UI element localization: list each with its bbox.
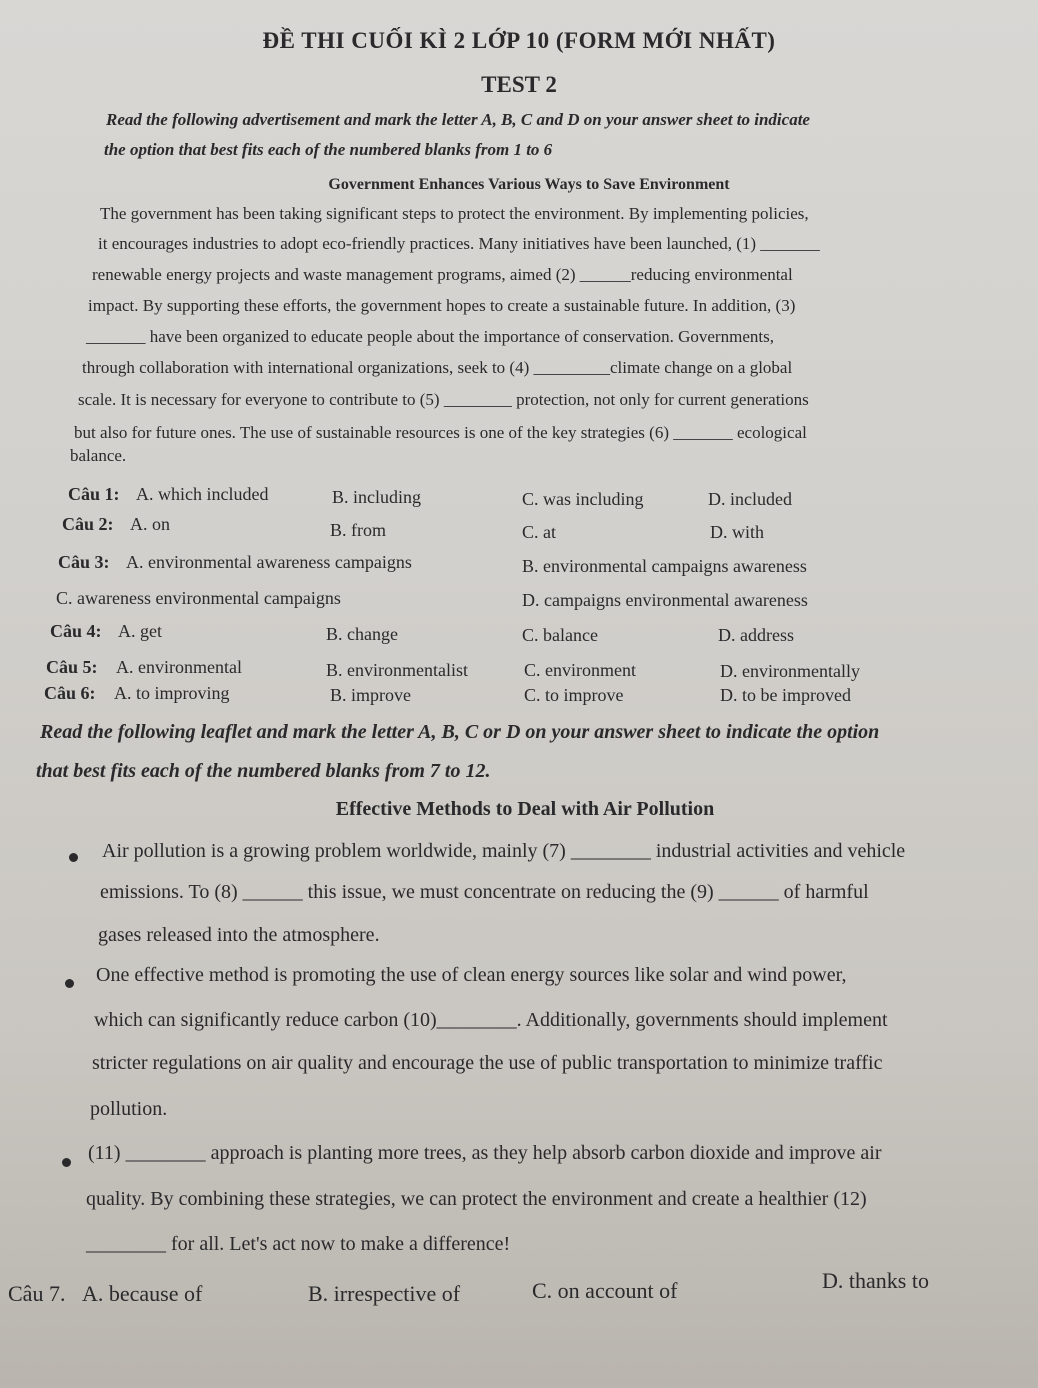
passage-line: impact. By supporting these efforts, the government hopes to create a sustainable future. In addition, (3) (88, 296, 796, 315)
q5-option-a[interactable]: A. environmental (116, 657, 242, 677)
section2-instruction-line: that best fits each of the numbered blanks from 7 to 12. (36, 760, 491, 782)
q3-option-d[interactable]: D. campaigns environmental awareness (522, 590, 808, 610)
q5-option-d[interactable]: D. environmentally (720, 661, 860, 681)
passage-line: scale. It is necessary for everyone to contribute to (5) ________ protection, not only for current generations (78, 390, 809, 409)
passage-line: it encourages industries to adopt eco-friendly practices. Many initiatives have been launched, (1) _______ (98, 234, 820, 253)
bullet-icon (65, 979, 74, 988)
bullet-icon (62, 1158, 71, 1167)
leaflet-line: Air pollution is a growing problem worldwide, mainly (7) ________ industrial activities and vehicle (102, 840, 906, 862)
q5-option-c[interactable]: C. environment (524, 660, 636, 680)
leaflet-line: pollution. (90, 1098, 168, 1120)
section2-heading: Effective Methods to Deal with Air Pollution (335, 798, 715, 820)
q1-option-a[interactable]: A. which included (136, 484, 269, 504)
question-2-label: Câu 2: (62, 514, 114, 534)
q6-option-c[interactable]: C. to improve (524, 685, 624, 705)
leaflet-line: emissions. To (8) ______ this issue, we must concentrate on reducing the (9) ______ of harmful (100, 881, 869, 903)
q7-option-c[interactable]: C. on account of (532, 1278, 678, 1303)
q3-option-c[interactable]: C. awareness environmental campaigns (56, 588, 341, 608)
leaflet-line: (11) ________ approach is planting more trees, as they help absorb carbon dioxide and improve air (88, 1142, 882, 1164)
passage-line: through collaboration with international organizations, seek to (4) _________climate change on a global (82, 358, 793, 377)
q6-option-b[interactable]: B. improve (330, 685, 411, 705)
q1-option-d[interactable]: D. included (708, 489, 792, 509)
q3-option-b[interactable]: B. environmental campaigns awareness (522, 556, 807, 576)
q3-option-a[interactable]: A. environmental awareness campaigns (126, 552, 412, 572)
q7-option-d[interactable]: D. thanks to (822, 1268, 929, 1293)
q4-option-b[interactable]: B. change (326, 624, 398, 644)
q7-option-b[interactable]: B. irrespective of (308, 1281, 461, 1306)
q2-option-a[interactable]: A. on (130, 514, 170, 534)
section1-heading: Government Enhances Various Ways to Save Environment (328, 176, 730, 193)
question-4-label: Câu 4: (50, 621, 102, 641)
test-number: TEST 2 (481, 72, 557, 97)
passage-line: balance. (70, 446, 127, 465)
q1-option-c[interactable]: C. was including (522, 489, 644, 509)
q6-option-d[interactable]: D. to be improved (720, 685, 851, 705)
q2-option-b[interactable]: B. from (330, 520, 386, 540)
leaflet-line: ________ for all. Let's act now to make a difference! (86, 1233, 511, 1255)
q1-option-b[interactable]: B. including (332, 487, 421, 507)
q4-option-d[interactable]: D. address (718, 625, 794, 645)
passage-line: renewable energy projects and waste management programs, aimed (2) ______reducing environmental (92, 265, 793, 284)
section2-instruction-line: Read the following leaflet and mark the letter A, B, C or D on your answer sheet to indicate the option (40, 721, 880, 743)
question-6-label: Câu 6: (44, 683, 96, 703)
passage-line: but also for future ones. The use of sustainable resources is one of the key strategies (6) _______ ecological (74, 423, 807, 442)
question-5-label: Câu 5: (46, 657, 98, 677)
section1-instruction-line: the option that best fits each of the numbered blanks from 1 to 6 (104, 140, 553, 159)
question-1-label: Câu 1: (68, 484, 120, 504)
leaflet-line: One effective method is promoting the use of clean energy sources like solar and wind power, (96, 964, 847, 986)
leaflet-line: stricter regulations on air quality and encourage the use of public transportation to minimize traffic (92, 1052, 883, 1074)
section1-instruction-line: Read the following advertisement and mark the letter A, B, C and D on your answer sheet to indicate (106, 110, 810, 129)
q7-option-a[interactable]: A. because of (82, 1281, 203, 1306)
question-7-label: Câu 7. (8, 1281, 66, 1306)
q5-option-b[interactable]: B. environmentalist (326, 660, 468, 680)
question-3-label: Câu 3: (58, 552, 110, 572)
q4-option-c[interactable]: C. balance (522, 625, 598, 645)
leaflet-line: quality. By combining these strategies, we can protect the environment and create a healthier (12) (86, 1188, 867, 1210)
leaflet-line: gases released into the atmosphere. (98, 924, 380, 946)
bullet-icon (69, 853, 78, 862)
passage-line: _______ have been organized to educate people about the importance of conservation. Governments, (86, 327, 774, 346)
q6-option-a[interactable]: A. to improving (114, 683, 230, 703)
exam-title: ĐỀ THI CUỐI KÌ 2 LỚP 10 (FORM MỚI NHẤT) (262, 28, 776, 53)
passage-line: The government has been taking significant steps to protect the environment. By implementing policies, (100, 204, 809, 223)
q4-option-a[interactable]: A. get (118, 621, 162, 641)
q2-option-c[interactable]: C. at (522, 522, 556, 542)
q2-option-d[interactable]: D. with (710, 522, 764, 542)
leaflet-line: which can significantly reduce carbon (10)________. Additionally, governments should implement (94, 1009, 888, 1031)
